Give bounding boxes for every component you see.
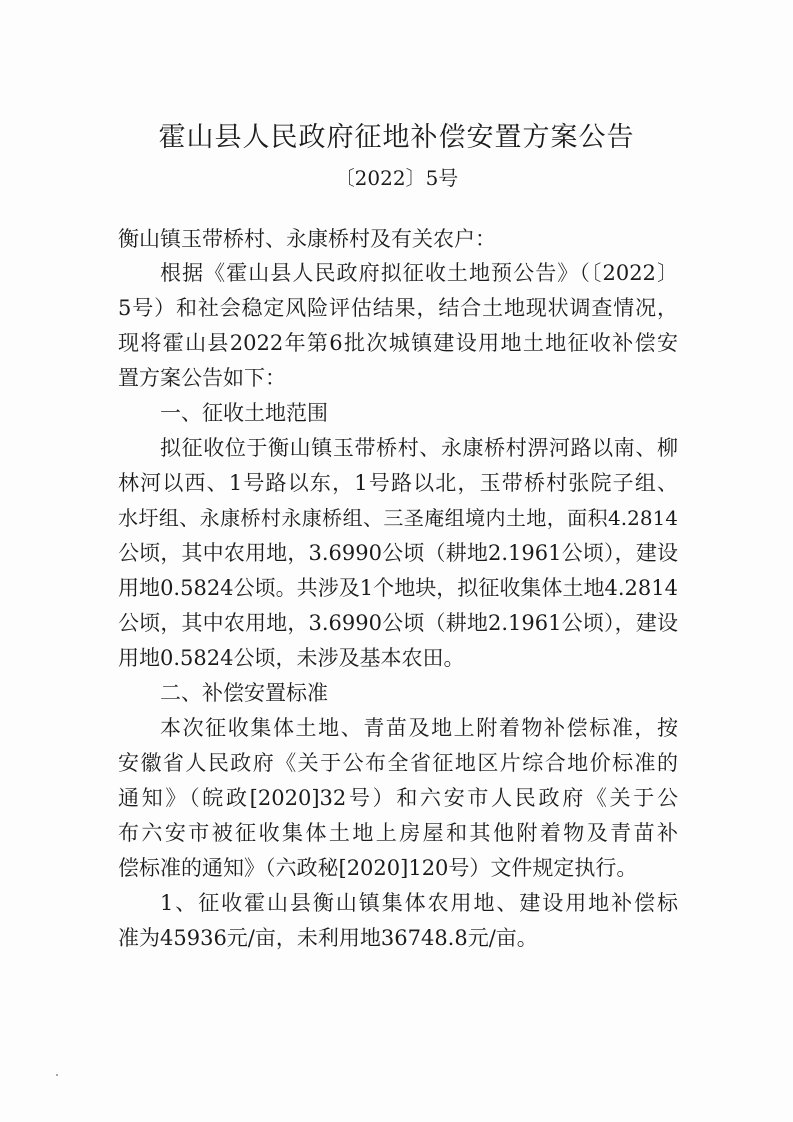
paragraph-line: 公顷，其中农用地，3.6990公顷（耕地2.1961公顷），建设 [118, 611, 678, 635]
paragraph-line: 拟征收位于衡山镇玉带桥村、永康桥村淠河路以南、柳 [160, 436, 678, 460]
paragraph-line: 布六安市被征收集体土地上房屋和其他附着物及青苗补 [118, 821, 678, 845]
paragraph-line: 水圩组、永康桥村永康桥组、三圣庵组境内土地，面积4.2814 [118, 506, 678, 530]
scan-speck [56, 1074, 58, 1076]
paragraph-line: 公顷，其中农用地，3.6990公顷（耕地2.1961公顷），建设 [118, 541, 678, 565]
paragraph-line: 安徽省人民政府《关于公布全省征地区片综合地价标准的 [118, 751, 678, 775]
paragraph-line: 5号）和社会稳定风险评估结果，结合土地现状调查情况， [118, 296, 678, 320]
document-number: 〔2022〕5号 [334, 166, 459, 190]
paragraph-line: 本次征收集体土地、青苗及地上附着物补偿标准，按 [160, 716, 678, 740]
salutation: 衡山镇玉带桥村、永康桥村及有关农户： [118, 227, 496, 251]
document-title: 霍山县人民政府征地补偿安置方案公告 [158, 122, 635, 153]
paragraph-line: 林河以西、1号路以东，1号路以北，玉带桥村张院子组、 [118, 471, 678, 495]
section-heading-2: 二、补偿安置标准 [160, 681, 328, 705]
paragraph-line: 根据《霍山县人民政府拟征收土地预公告》（〔2022〕 [160, 261, 678, 285]
paragraph-line: 用地0.5824公顷。共涉及1个地块，拟征收集体土地4.2814 [118, 576, 678, 600]
paragraph-line: 1、征收霍山县衡山镇集体农用地、建设用地补偿标 [160, 891, 678, 915]
paragraph-line: 准为45936元/亩，未利用地36748.8元/亩。 [118, 926, 538, 950]
paragraph-line: 偿标准的通知》（六政秘[2020]120号）文件规定执行。 [118, 856, 638, 880]
paragraph-line: 现将霍山县2022年第6批次城镇建设用地土地征收补偿安 [118, 331, 678, 355]
paragraph-line: 通知》（皖政[2020]32号）和六安市人民政府《关于公 [118, 786, 678, 810]
section-heading-1: 一、征收土地范围 [160, 401, 328, 425]
paragraph-line: 用地0.5824公顷，未涉及基本农田。 [118, 646, 465, 670]
paragraph-line: 置方案公告如下： [118, 366, 286, 390]
